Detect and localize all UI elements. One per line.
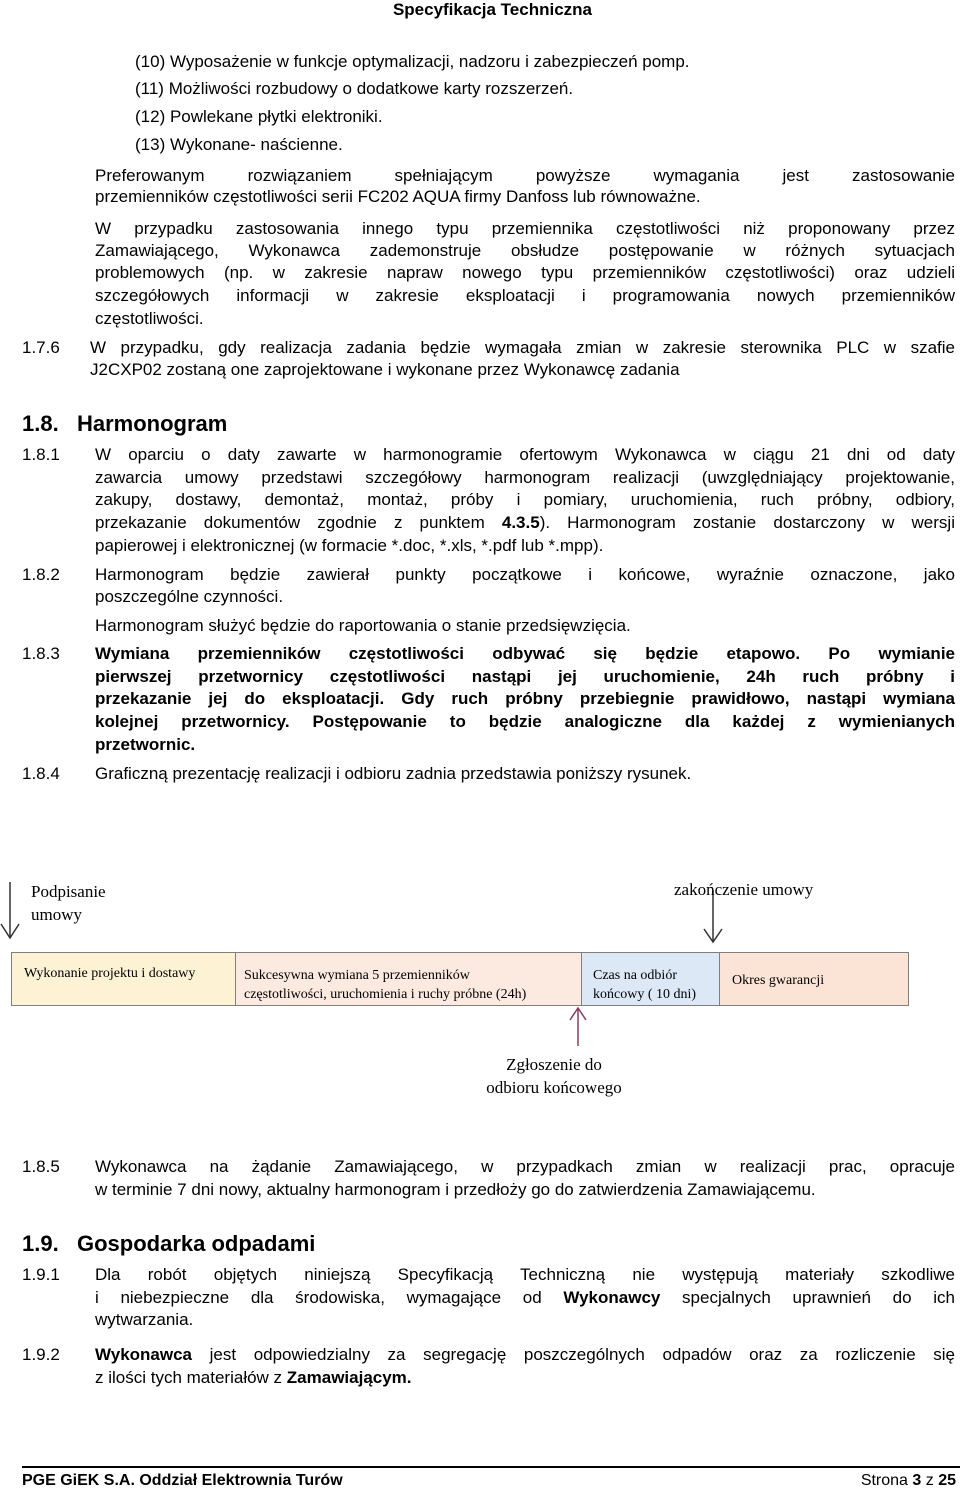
paragraph-line: Zamawiającego, Wykonawca zademonstruje obsłudze postępowanie w różnych sytuacjach xyxy=(95,241,955,260)
paragraph-line: papierowej i elektronicznej (w formacie *.doc, *.xls, *.pdf lub *.mpp). xyxy=(95,536,604,555)
section-number: 1.7.6 xyxy=(22,338,60,357)
heading-number: 1.9. xyxy=(22,1231,59,1256)
box-label: końcowy ( 10 dni) xyxy=(593,987,697,1002)
paragraph-line: W przypadku, gdy realizacja zadania będzie wymagała zmian w zakresie sterownika PLC w szafie xyxy=(90,338,955,357)
label-contract-signing xyxy=(31,880,106,926)
timeline-box-design-delivery xyxy=(11,952,236,1006)
heading-number: 1.8. xyxy=(22,411,59,436)
paragraph-line xyxy=(95,1368,412,1388)
paragraph-line xyxy=(95,513,955,533)
label-line: umowy xyxy=(31,905,82,924)
header-title: Specyfikacja Techniczna xyxy=(392,0,592,19)
text: i niebezpieczne dla środowiska, wymagające od xyxy=(95,1288,564,1307)
paragraph-line: częstotliwości. xyxy=(95,309,204,328)
section-number: 1.8.4 xyxy=(22,764,60,783)
text: przekazanie dokumentów zgodnie z punktem xyxy=(95,513,502,532)
section-number: 1.8.1 xyxy=(22,445,60,464)
paragraph-line: problemowych (np. w zakresie napraw nowego typu przemienników częstotliwości) oraz udzieli xyxy=(95,263,955,282)
page-number: 3 xyxy=(912,1472,922,1489)
paragraph-line: W przypadku zastosowania innego typu przemiennika częstotliwości niż proponowany przez xyxy=(95,219,955,238)
paragraph-line: J2CXP02 zostaną one zaprojektowane i wykonane przez Wykonawcę zadania xyxy=(90,360,680,379)
paragraph-line xyxy=(95,1288,955,1308)
reference: 4.3.5 xyxy=(501,513,540,532)
footer-company: PGE GiEK S.A. Oddział Elektrownia Turów xyxy=(22,1472,343,1489)
paragraph-line: zawarcia umowy przedstawi szczegółowy harmonogram realizacji (uwzględniający projektowanie, xyxy=(95,468,955,487)
section-number: 1.9.1 xyxy=(22,1265,60,1284)
timeline-box-replacement xyxy=(235,952,582,1006)
box-label: Sukcesywna wymiana 5 przemienników xyxy=(244,968,470,983)
paragraph-line: zakupy, dostawy, demontaż, montaż, próby i pomiary, uruchomienia, ruch próbny, odbiory, xyxy=(95,490,955,509)
label-line: Podpisanie xyxy=(31,882,106,901)
text: specjalnych uprawnień do ich xyxy=(660,1288,955,1307)
section-number: 1.8.2 xyxy=(22,565,60,584)
footer-rule xyxy=(22,1466,960,1468)
timeline-box-warranty xyxy=(719,952,909,1006)
text: jest odpowiedzialny za segregację poszczególnych odpadów oraz za rozliczenie się xyxy=(192,1345,955,1364)
section-number: 1.8.3 xyxy=(22,644,60,663)
paragraph-line: przekazanie jej do eksploatacji. Gdy ruch próbny przebiegnie prawidłowo, nastąpi wymiana xyxy=(95,689,955,708)
timeline-box-final-acceptance xyxy=(581,952,720,1006)
paragraph-line: Dla robót objętych niniejszą Specyfikacją Techniczną nie występują materiały szkodliwe xyxy=(95,1265,955,1284)
paragraph-line: Wykonawca na żądanie Zamawiającego, w przypadkach zmian w realizacji prac, opracuje xyxy=(95,1157,955,1176)
text-bold: Wykonawcy xyxy=(563,1288,661,1307)
list-item: (11) Możliwości rozbudowy o dodatkowe karty rozszerzeń. xyxy=(135,79,574,98)
paragraph-line: wytwarzania. xyxy=(95,1310,194,1329)
paragraph-line: przemienników częstotliwości serii FC202 AQUA firmy Danfoss lub równoważne. xyxy=(95,187,701,206)
text: z xyxy=(921,1472,939,1489)
box-label: Wykonanie projektu i dostawy xyxy=(24,966,196,981)
paragraph-line: przetwornic. xyxy=(95,735,196,754)
label-line: Zgłoszenie do xyxy=(506,1055,602,1074)
section-number: 1.8.5 xyxy=(22,1157,60,1176)
heading-title: Gospodarka odpadami xyxy=(77,1231,316,1256)
heading-title: Harmonogram xyxy=(77,411,228,436)
label-acceptance-request xyxy=(474,1053,634,1099)
arrow-down-icon xyxy=(1,882,19,938)
label-line: odbioru końcowego xyxy=(486,1078,622,1097)
page-total: 25 xyxy=(938,1472,956,1489)
text-bold: Wykonawca xyxy=(95,1345,193,1364)
label-contract-end: zakończenie umowy xyxy=(674,880,814,899)
footer-page-info xyxy=(861,1472,956,1490)
arrow-up-icon xyxy=(570,1008,586,1046)
paragraph-line: Preferowanym rozwiązaniem spełniającym powyższe wymagania jest zastosowanie xyxy=(95,166,955,185)
list-item: (12) Powlekane płytki elektroniki. xyxy=(135,107,383,126)
text: Strona xyxy=(860,1472,913,1489)
paragraph-line: Harmonogram służyć będzie do raportowania o stanie przedsięwzięcia. xyxy=(95,616,631,635)
list-item: (13) Wykonane- naścienne. xyxy=(135,135,343,154)
paragraph-line: Harmonogram będzie zawierał punkty początkowe i końcowe, wyraźnie oznaczone, jako xyxy=(95,565,955,584)
box-label: częstotliwości, uruchomienia i ruchy próbne (24h) xyxy=(244,987,527,1002)
box-label: Czas na odbiór xyxy=(593,968,677,983)
list-item: (10) Wyposażenie w funkcje optymalizacji, nadzoru i zabezpieczeń pomp. xyxy=(135,52,690,71)
paragraph-line xyxy=(95,1345,955,1365)
paragraph-line: Wymiana przemienników częstotliwości odbywać się będzie etapowo. Po wymianie xyxy=(95,644,955,663)
text: ). Harmonogram zostanie dostarczony w wersji xyxy=(539,513,955,532)
text-bold: Zamawiającym. xyxy=(286,1368,412,1387)
box-label: Okres gwarancji xyxy=(732,973,825,988)
section-number: 1.9.2 xyxy=(22,1345,60,1364)
paragraph-line: w terminie 7 dni nowy, aktualny harmonogram i przedłoży go do zatwierdzenia Zamawiającemu. xyxy=(95,1180,816,1199)
paragraph-line: pierwszej przetwornicy częstotliwości nastąpi jej uruchomienie, 24h ruch próbny i xyxy=(95,667,955,686)
paragraph-line: poszczególne czynności. xyxy=(95,587,284,606)
text: z ilości tych materiałów z xyxy=(95,1368,287,1387)
paragraph-line: W oparciu o daty zawarte w harmonogramie ofertowym Wykonawca w ciągu 21 dni od daty xyxy=(95,445,955,464)
paragraph-line: szczegółowych informacji w zakresie eksploatacji i programowania nowych przemienników xyxy=(95,286,955,305)
paragraph-line: kolejnej przetwornicy. Postępowanie to będzie analogiczne dla każdej z wymienianych xyxy=(95,712,955,731)
paragraph-line: Graficzną prezentację realizacji i odbioru zadnia przedstawia poniższy rysunek. xyxy=(95,764,692,783)
